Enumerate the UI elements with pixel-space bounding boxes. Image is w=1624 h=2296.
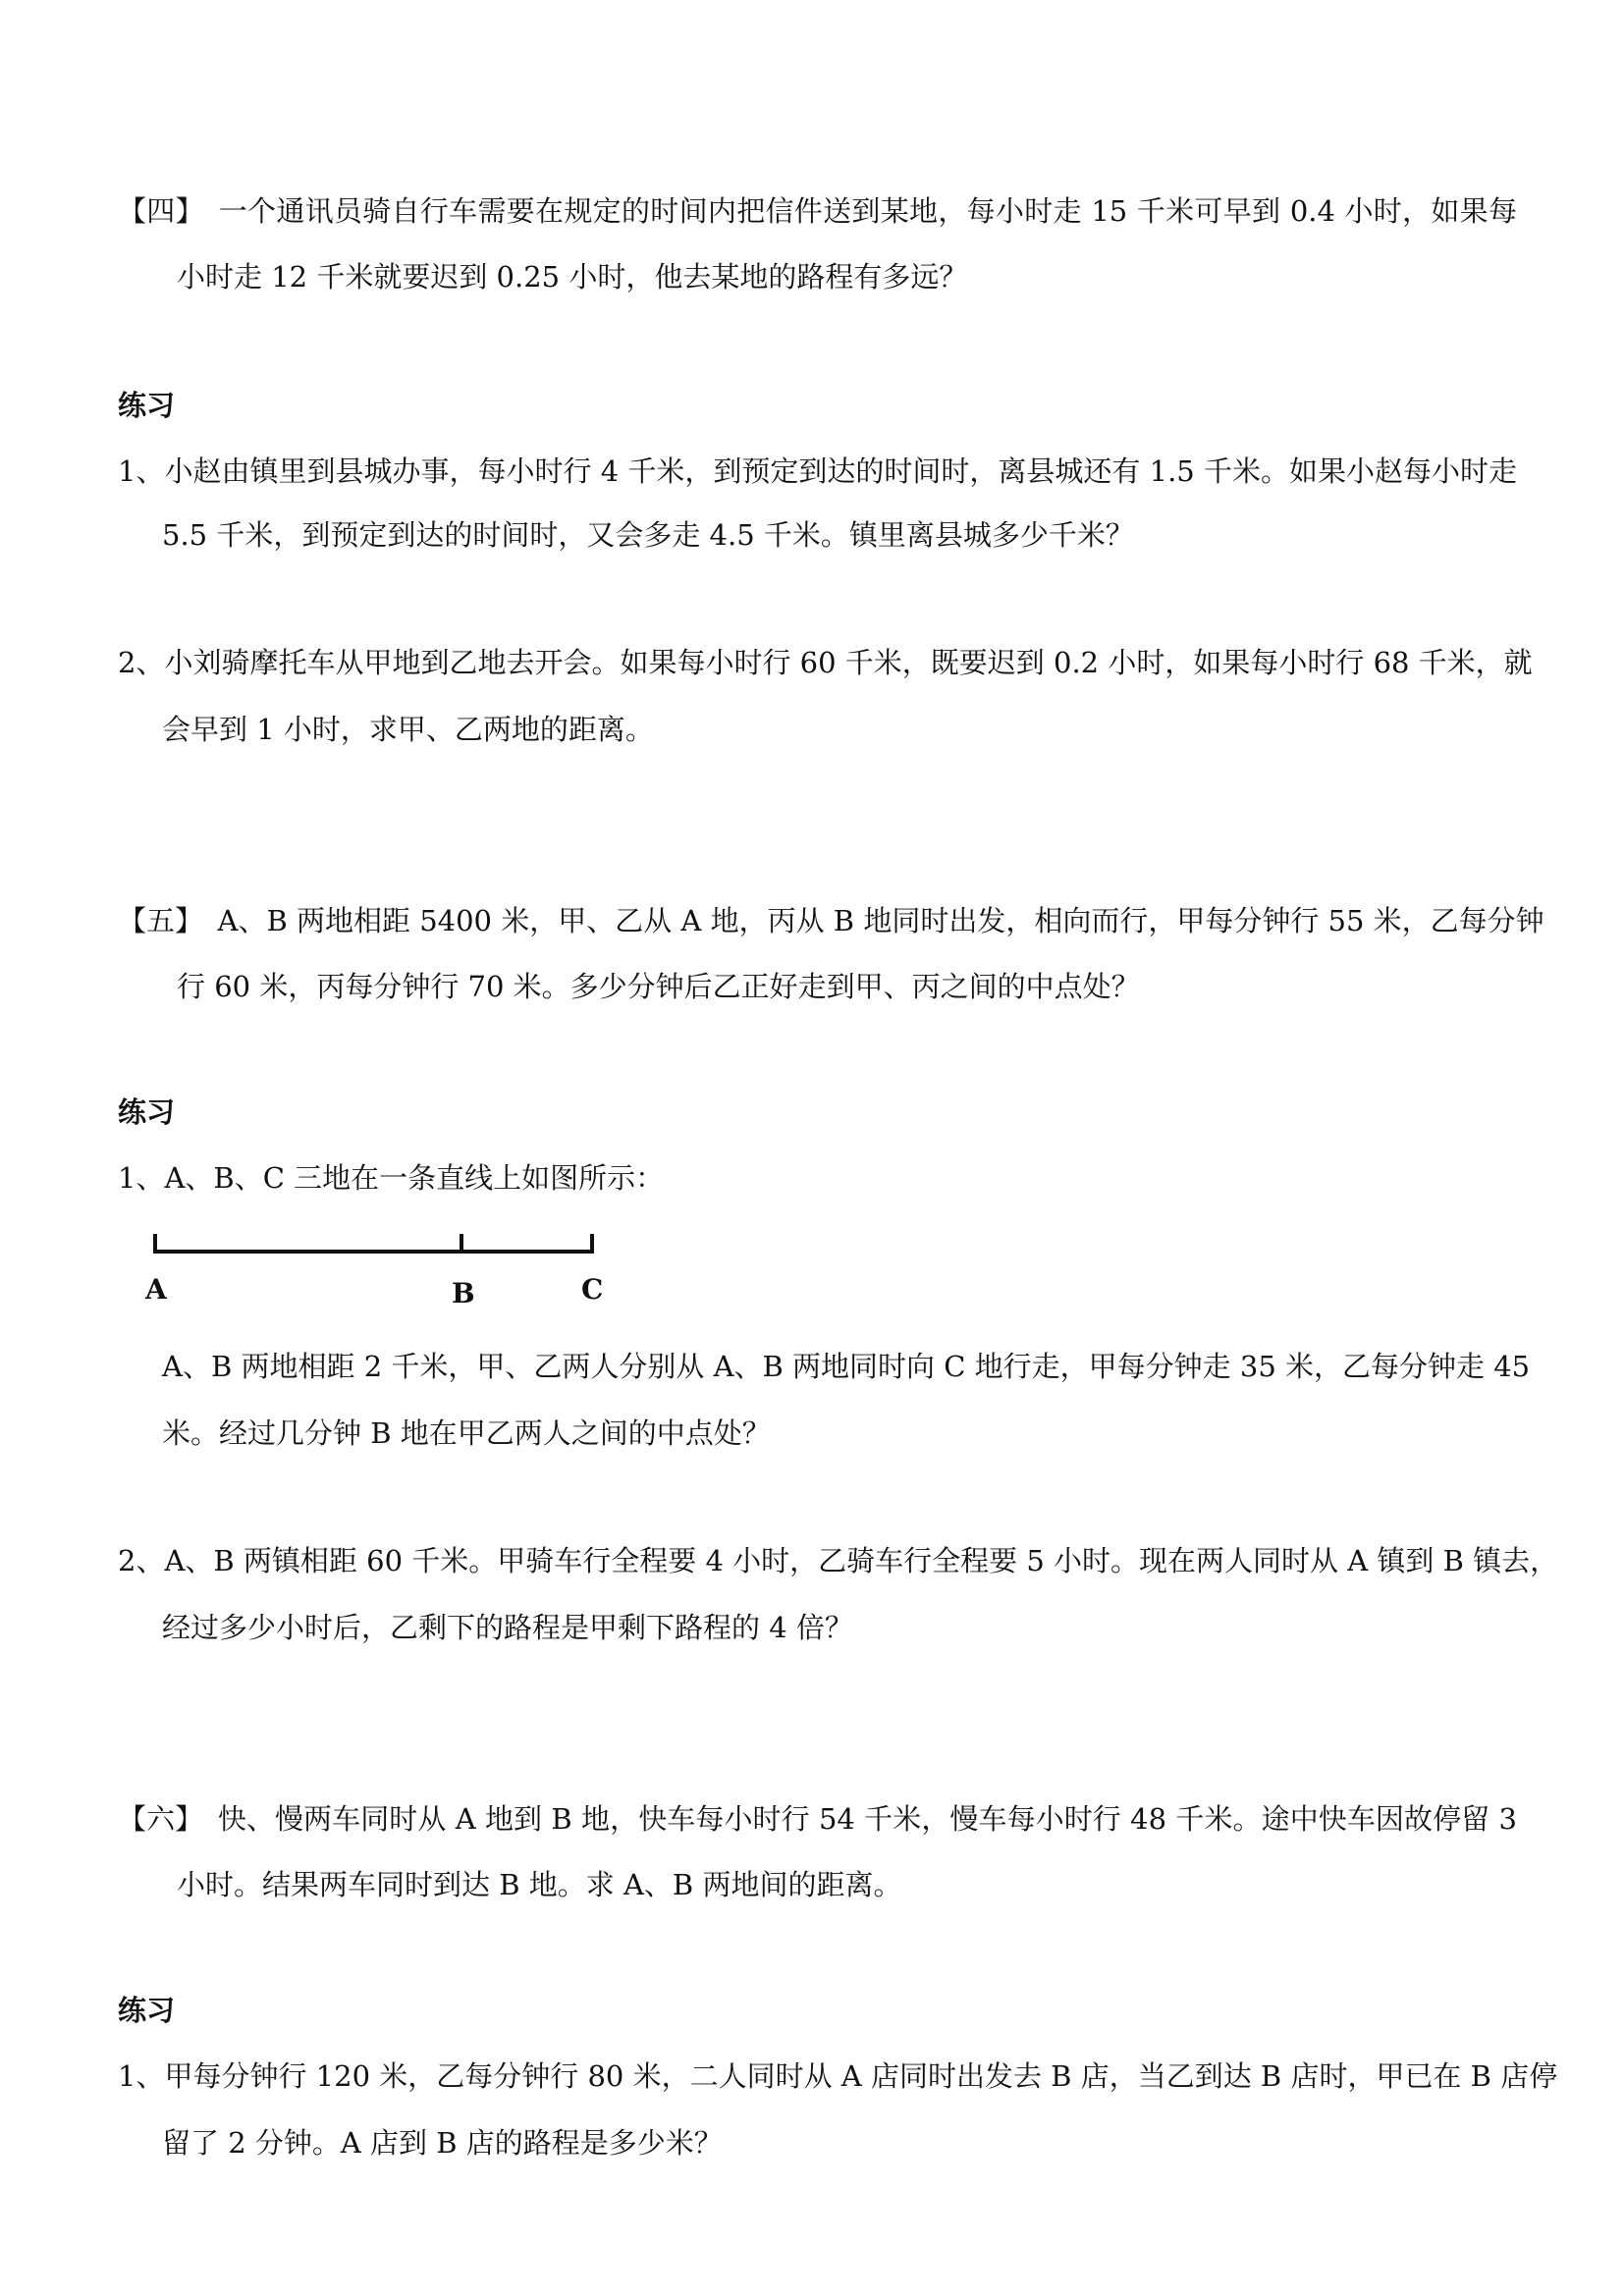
example-4-line-1: 【四】 一个通讯员骑自行车需要在规定的时间内把信件送到某地，每小时走 15 千米可早到 0.4 小时，如果每 bbox=[118, 194, 1517, 228]
problem-line: 经过多少小时后，乙剩下的路程是甲剩下路程的 4 倍？ bbox=[162, 1611, 853, 1644]
practice-heading: 练习 bbox=[118, 1095, 176, 1129]
problem-line: 5.5 千米，到预定到达的时间时，又会多走 4.5 千米。镇里离县城多少千米？ bbox=[162, 518, 1134, 552]
problem-line: 米。经过几分钟 B 地在甲乙两人之间的中点处？ bbox=[162, 1416, 771, 1450]
problem-line: 2、A、B 两镇相距 60 千米。甲骑车行全程要 4 小时，乙骑车行全程要 5 小时。现在两人同时从 A 镇到 B 镇去， bbox=[118, 1544, 1559, 1577]
label-c: C bbox=[581, 1273, 604, 1306]
problem-line: 留了 2 分钟。A 店到 B 店的路程是多少米？ bbox=[162, 2126, 723, 2160]
problem-line: 2、小刘骑摩托车从甲地到乙地去开会。如果每小时行 60 千米，既要迟到 0.2 小时，如果每小时行 68 千米，就 bbox=[118, 646, 1533, 679]
problem-line: 1、A、B、C 三地在一条直线上如图所示： bbox=[118, 1161, 665, 1195]
example-5-line-1: 【五】 A、B 两地相距 5400 米，甲、乙从 A 地，丙从 B 地同时出发，相向而行，甲每分钟行 55 米，乙每分钟 bbox=[118, 904, 1544, 937]
practice-heading: 练习 bbox=[118, 389, 176, 422]
example-6-line-2: 小时。结果两车同时到达 B 地。求 A、B 两地间的距离。 bbox=[177, 1868, 902, 1901]
practice-heading: 练习 bbox=[118, 1994, 176, 2027]
problem-line: 1、小赵由镇里到县城办事，每小时行 4 千米，到预定到达的时间时，离县城还有 1.5 千米。如果小赵每小时走 bbox=[118, 454, 1517, 488]
problem-line: 1、甲每分钟行 120 米，乙每分钟行 80 米，二人同时从 A 店同时出发去 B 店，当乙到达 B 店时，甲已在 B 店停 bbox=[118, 2059, 1558, 2093]
example-4-line-2: 小时走 12 千米就要迟到 0.25 小时，他去某地的路程有多远？ bbox=[177, 260, 968, 294]
line-segment-figure bbox=[137, 1222, 628, 1320]
problem-line: 会早到 1 小时，求甲、乙两地的距离。 bbox=[162, 713, 654, 746]
label-b: B bbox=[452, 1277, 475, 1309]
example-6-line-1: 【六】 快、慢两车同时从 A 地到 B 地，快车每小时行 54 千米，慢车每小时行 48 千米。途中快车因故停留 3 bbox=[118, 1802, 1517, 1836]
label-a: A bbox=[145, 1273, 167, 1306]
example-5-line-2: 行 60 米，丙每分钟行 70 米。多少分钟后乙正好走到甲、丙之间的中点处？ bbox=[177, 970, 1140, 1003]
problem-line: A、B 两地相距 2 千米，甲、乙两人分别从 A、B 两地同时向 C 地行走，甲每分钟走 35 米，乙每分钟走 45 bbox=[162, 1350, 1531, 1383]
line-diagram-abc bbox=[137, 1222, 628, 1320]
